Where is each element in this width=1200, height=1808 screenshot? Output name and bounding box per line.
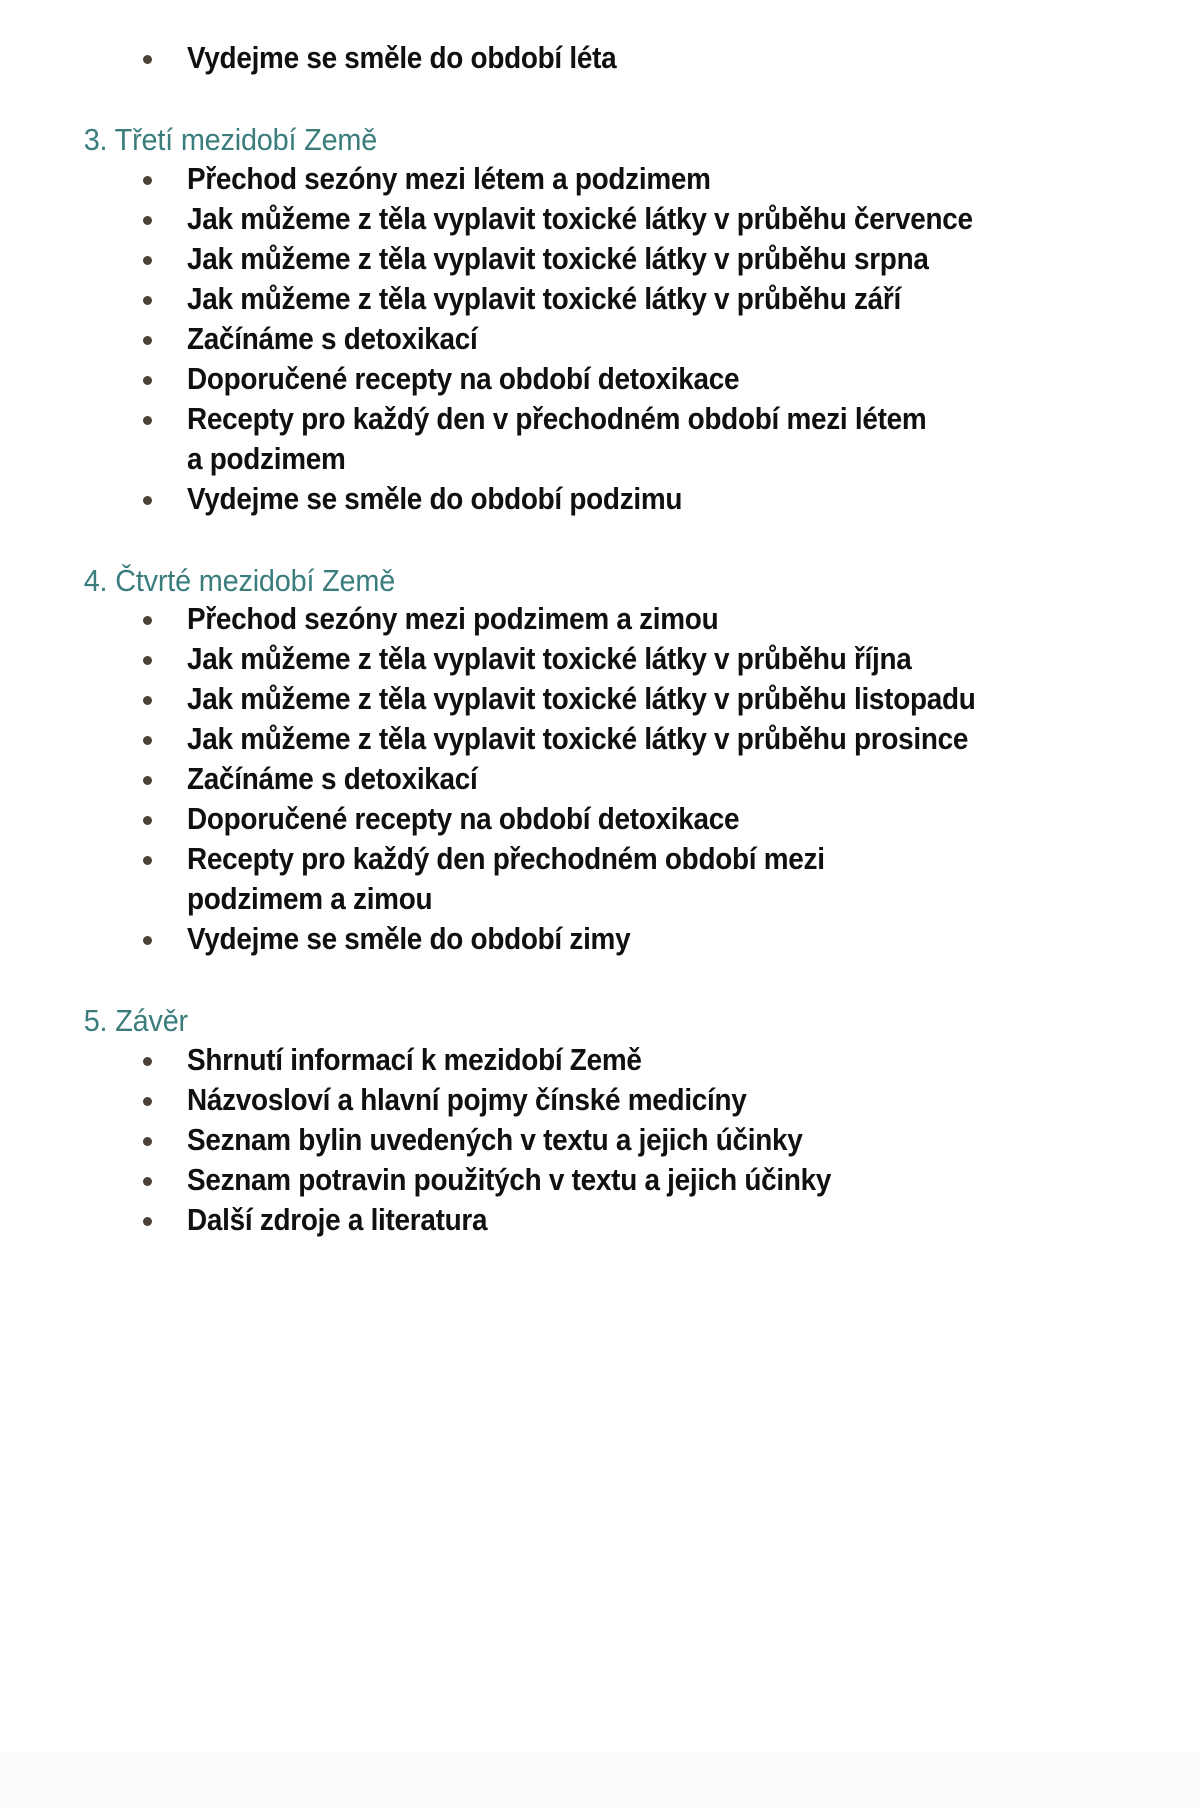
- bullet-dot-icon: [143, 656, 152, 665]
- list-item: [0, 38, 1200, 78]
- list-item-label: Seznam bylin uvedených v textu a jejich účinky: [187, 1121, 803, 1157]
- section-3-list: [0, 159, 1200, 519]
- section-5: [0, 1003, 1200, 1240]
- list-item-label: Začínáme s detoxikací: [187, 320, 478, 356]
- bullet-dot-icon: [143, 1177, 152, 1186]
- list-item-label: Doporučené recepty na období detoxikace: [187, 801, 740, 837]
- list-item: [0, 279, 1200, 319]
- page-bottom-band: [0, 1752, 1200, 1808]
- list-item-label: Přechod sezóny mezi podzimem a zimou: [187, 601, 719, 637]
- section-5-list: [0, 1040, 1200, 1240]
- section-heading-5: 5. Závěr: [83, 1003, 188, 1039]
- list-item: [0, 1160, 1200, 1200]
- bullet-dot-icon: [143, 376, 152, 385]
- list-item-label: Jak můžeme z těla vyplavit toxické látky v průběhu července: [187, 200, 973, 236]
- list-item-label: Názvosloví a hlavní pojmy čínské medicíny: [187, 1081, 747, 1117]
- list-item: [0, 1080, 1200, 1120]
- list-item-label: Recepty pro každý den v přechodném období mezi létem a podzimem: [187, 400, 927, 476]
- list-item: [0, 359, 1200, 399]
- list-item: [0, 399, 1200, 479]
- list-item-label: Recepty pro každý den přechodném období mezi podzimem a zimou: [187, 841, 825, 917]
- section-4-list: [0, 599, 1200, 959]
- section-heading-4: 4. Čtvrté mezidobí Země: [83, 562, 396, 598]
- orphan-bullet-list: [0, 38, 1200, 78]
- list-item-label: Seznam potravin použitých v textu a jejich účinky: [187, 1161, 832, 1197]
- list-item: [0, 1120, 1200, 1160]
- bullet-dot-icon: [143, 1137, 152, 1146]
- bullet-dot-icon: [143, 176, 152, 185]
- list-item: [0, 839, 1200, 919]
- list-item: [0, 599, 1200, 639]
- list-item: [0, 799, 1200, 839]
- bullet-dot-icon: [143, 856, 152, 865]
- bullet-dot-icon: [143, 296, 152, 305]
- bullet-dot-icon: [143, 816, 152, 825]
- bullet-dot-icon: [143, 1057, 152, 1066]
- list-item: [0, 159, 1200, 199]
- list-item-label: Další zdroje a literatura: [187, 1201, 488, 1237]
- list-item: [0, 719, 1200, 759]
- list-item: [0, 1200, 1200, 1240]
- list-item: [0, 479, 1200, 519]
- list-item: [0, 759, 1200, 799]
- bullet-dot-icon: [143, 1097, 152, 1106]
- list-item: [0, 1040, 1200, 1080]
- bullet-dot-icon: [143, 416, 152, 425]
- list-item-label: Jak můžeme z těla vyplavit toxické látky v průběhu prosince: [187, 721, 969, 757]
- bullet-dot-icon: [143, 736, 152, 745]
- list-item: [0, 239, 1200, 279]
- list-item-label: Jak můžeme z těla vyplavit toxické látky v průběhu srpna: [187, 240, 929, 276]
- bullet-dot-icon: [143, 336, 152, 345]
- section-heading-3: 3. Třetí mezidobí Země: [83, 122, 378, 157]
- list-item-label: Vydejme se směle do období léta: [187, 40, 617, 75]
- section-4: [0, 563, 1200, 960]
- section-3: [0, 122, 1200, 519]
- bullet-dot-icon: [143, 1217, 152, 1226]
- list-item-label: Shrnutí informací k mezidobí Země: [187, 1041, 642, 1077]
- spacer: [0, 519, 1200, 563]
- list-item-label: Přechod sezóny mezi létem a podzimem: [187, 160, 711, 196]
- spacer: [0, 959, 1200, 1003]
- list-item-label: Doporučené recepty na období detoxikace: [187, 360, 740, 396]
- bullet-dot-icon: [143, 216, 152, 225]
- bullet-dot-icon: [143, 616, 152, 625]
- list-item-label: Jak můžeme z těla vyplavit toxické látky v průběhu října: [187, 641, 912, 677]
- spacer: [0, 78, 1200, 122]
- list-item-label: Vydejme se směle do období podzimu: [187, 480, 683, 516]
- list-item: [0, 679, 1200, 719]
- bullet-dot-icon: [143, 55, 152, 64]
- list-item-label: Začínáme s detoxikací: [187, 761, 478, 797]
- list-item-label: Vydejme se směle do období zimy: [187, 921, 631, 957]
- list-item: [0, 639, 1200, 679]
- list-item-label: Jak můžeme z těla vyplavit toxické látky v průběhu září: [187, 280, 901, 316]
- list-item: [0, 919, 1200, 959]
- bullet-dot-icon: [143, 776, 152, 785]
- list-item: [0, 199, 1200, 239]
- bullet-dot-icon: [143, 696, 152, 705]
- bullet-dot-icon: [143, 936, 152, 945]
- bullet-dot-icon: [143, 496, 152, 505]
- list-item-label: Jak můžeme z těla vyplavit toxické látky v průběhu listopadu: [187, 681, 976, 717]
- bullet-dot-icon: [143, 256, 152, 265]
- list-item: [0, 319, 1200, 359]
